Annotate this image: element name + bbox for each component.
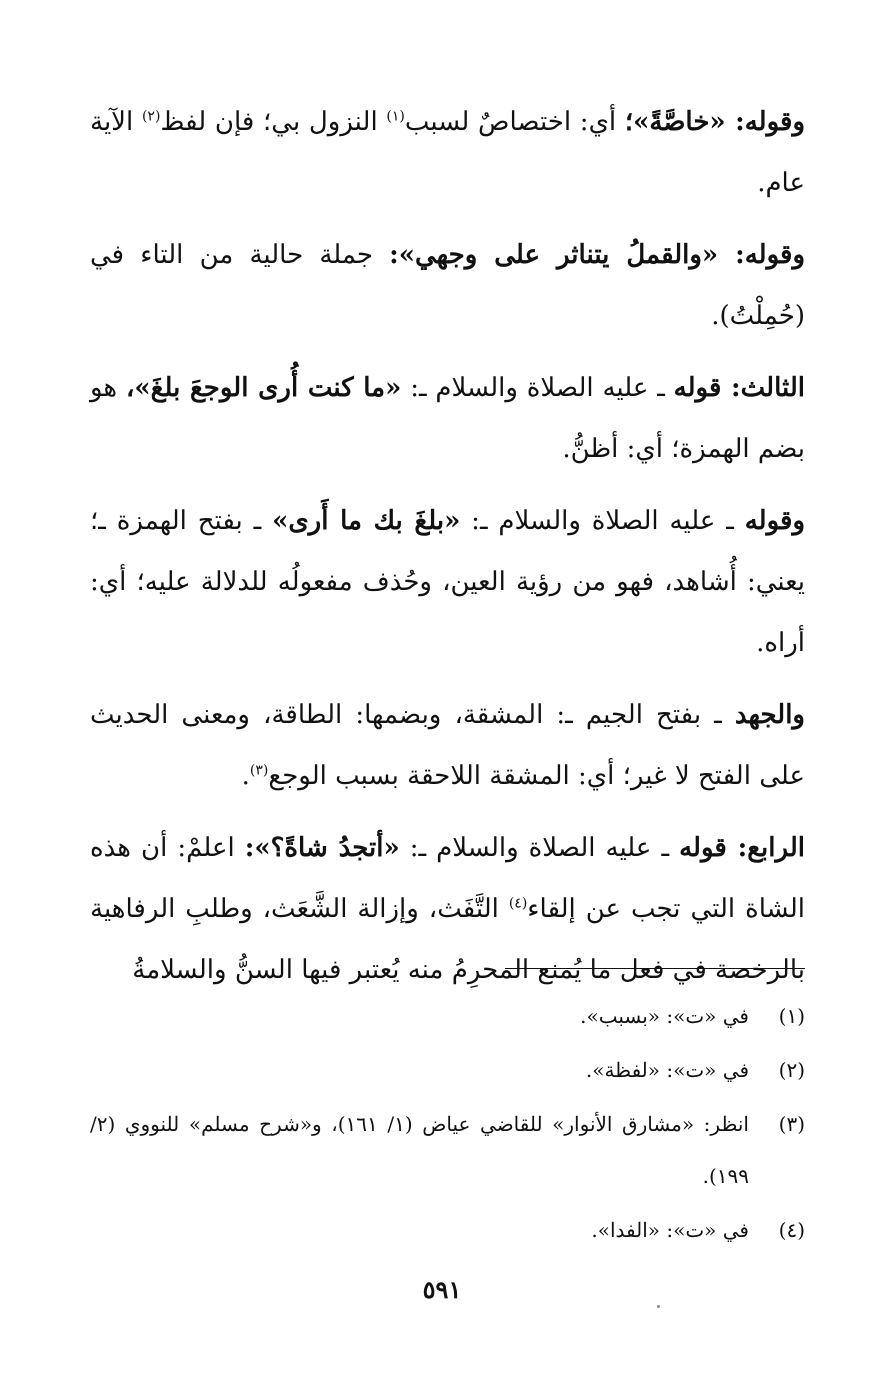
footnote-marker: (٣) bbox=[249, 762, 269, 779]
paragraph bbox=[90, 491, 805, 674]
footnotes bbox=[90, 990, 805, 1258]
text-run: الآية عام. bbox=[90, 107, 805, 198]
footnote-separator bbox=[505, 968, 805, 969]
bold-phrase: الرابع: قوله bbox=[679, 833, 806, 863]
text-run: أي: اختصاصٌ لسبب bbox=[404, 107, 625, 137]
text-run: ـ عليه الصلاة والسلام ـ: bbox=[399, 833, 680, 863]
footnote-item bbox=[90, 1098, 805, 1202]
scan-speck bbox=[657, 1305, 660, 1308]
paragraph bbox=[90, 358, 805, 480]
footnote-number: (٢) bbox=[778, 1058, 805, 1082]
footnote-number: (١) bbox=[778, 1004, 805, 1028]
text-run: جملة حالية من التاء في (حُمِلْتُ). bbox=[90, 240, 805, 331]
bold-phrase: «ما كنت أُرى الوجعَ بلغَ»، bbox=[126, 373, 402, 403]
footnote-text: في «ت»: «الفدا». bbox=[591, 1218, 749, 1242]
paragraph bbox=[90, 818, 805, 1001]
text-run: التَّفَث، وإزالة الشَّعَث، وطلبِ الرفاهية بالرخصة في فعل ما يُمنع المحرِمُ منه يُعتبر فيها السنُّ والسلامةُ bbox=[90, 894, 805, 985]
bold-phrase: وقوله bbox=[744, 506, 805, 536]
text-run: هو بضم الهمزة؛ أي: أظنُّ. bbox=[90, 373, 805, 464]
footnote-number: (٣) bbox=[778, 1112, 805, 1136]
paragraph bbox=[90, 225, 805, 347]
footnote-text: في «ت»: «بسبب». bbox=[580, 1004, 749, 1028]
text-run: النزول بي؛ فإن لفظ bbox=[160, 107, 387, 137]
footnote-text: في «ت»: «لفظة». bbox=[585, 1058, 749, 1082]
text-run: ـ عليه الصلاة والسلام ـ: bbox=[460, 506, 745, 536]
bold-phrase: والجهد bbox=[734, 700, 805, 730]
paragraph bbox=[90, 92, 805, 214]
paragraph bbox=[90, 685, 805, 807]
footnote-marker: (٢) bbox=[141, 108, 161, 125]
bold-phrase: «بلغَ بك ما أَرى» bbox=[272, 506, 461, 536]
text-run: ـ بفتح الهمزة ـ؛ يعني: أُشاهد، فهو من رؤية العين، وحُذف مفعولُه للدلالة عليه؛ أي: أراه. bbox=[90, 506, 805, 658]
footnote-text: انظر: «مشارق الأنوار» للقاضي عياض (١/ ١٦١)، و«شرح مسلم» للنووي (٢/ ١٩٩). bbox=[90, 1112, 749, 1188]
text-run: . bbox=[241, 761, 250, 791]
footnote-item bbox=[90, 1204, 805, 1256]
text-run: اعلمْ: أن هذه الشاة التي تجب عن إلقاء bbox=[90, 833, 805, 924]
bold-phrase: الثالث: قوله bbox=[673, 373, 805, 403]
footnote-marker: (١) bbox=[386, 108, 405, 125]
footnote-item bbox=[90, 990, 805, 1042]
footnote-marker: (٤) bbox=[508, 895, 528, 912]
text-run: ـ بفتح الجيم ـ: المشقة، وبضمها: الطاقة، ومعنى الحديث على الفتح لا غير؛ أي: المشقة اللاحقة بسبب الوجع bbox=[90, 700, 805, 791]
page-number: ٥٩١ bbox=[422, 1275, 462, 1304]
text-run: ـ عليه الصلاة والسلام ـ: bbox=[401, 373, 674, 403]
main-text bbox=[90, 92, 805, 1012]
footnote-number: (٤) bbox=[778, 1218, 805, 1242]
bold-phrase: وقوله: «خاصَّةً»؛ bbox=[624, 107, 806, 137]
bold-phrase: «أتجدُ شاةً؟»: bbox=[244, 833, 400, 863]
bold-phrase: وقوله: «والقملُ يتناثر على وجهي»: bbox=[389, 240, 805, 270]
footnote-item bbox=[90, 1044, 805, 1096]
